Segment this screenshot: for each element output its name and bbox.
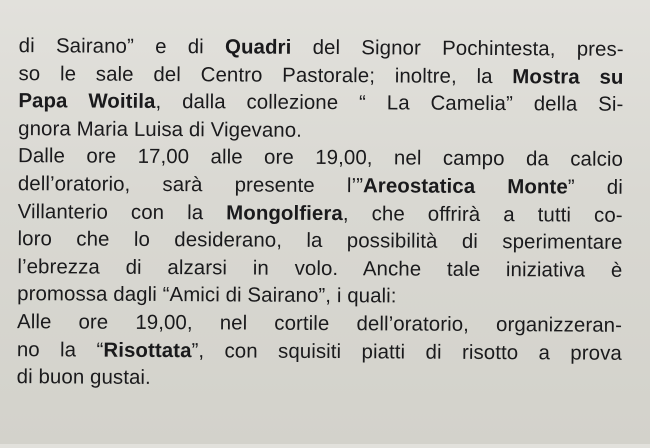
text-line: [18, 143, 623, 174]
text-line: [18, 116, 623, 147]
text-line: [18, 171, 623, 202]
text-run: ”, con squisiti piatti di risotto a prova: [191, 339, 622, 365]
bold-text: Quadri: [225, 36, 292, 59]
text-run: loro che lo desiderano, la possibilità di sperimentare: [17, 228, 623, 254]
text-run: so le sale del Centro Pastorale; inoltre, la: [18, 62, 513, 88]
bold-text: Mostra su: [512, 65, 624, 89]
text-run: promossa dagli “Amici di Sairano”, i quali:: [17, 283, 397, 308]
text-run: no la “: [16, 338, 104, 362]
text-line: [18, 199, 623, 230]
text-line: [17, 364, 622, 395]
bold-text: Mongolfiera: [226, 201, 343, 225]
text-run: di buon gustai.: [16, 366, 151, 390]
text-run: , dalla collezione “ La Camelia” della Si-: [155, 91, 624, 116]
text-run: dell’oratorio, sarà presente l’”: [17, 173, 364, 198]
text-run: del Signor Pochintesta, pres-: [291, 36, 624, 61]
text-line: [17, 254, 622, 285]
text-run: Villanterio con la: [17, 200, 227, 224]
text-line: [17, 337, 622, 368]
text-line: [18, 88, 623, 119]
bold-text: Papa Woitila: [18, 90, 156, 114]
text-run: Alle ore 19,00, nel cortile dell’oratorio, organizzeran-: [16, 311, 623, 337]
text-run: Dalle ore 17,00 alle ore 19,00, nel campo da calcio: [17, 145, 624, 172]
text-run: gnora Maria Luisa di Vigevano.: [18, 117, 303, 142]
text-run: l’ebrezza di alzarsi in volo. Anche tale iniziativa è: [17, 255, 623, 282]
text-line: [17, 226, 622, 257]
paragraph: [17, 143, 623, 312]
bold-text: Risottata: [103, 339, 192, 362]
text-run: , che offrirà a tutti co-: [342, 202, 623, 227]
bold-text: Areostatica Monte: [362, 175, 568, 199]
body-text: [17, 33, 624, 395]
text-line: [18, 61, 623, 92]
text-line: [17, 309, 622, 340]
paragraph: [17, 309, 622, 395]
text-line: [17, 281, 622, 312]
text-run: di Sairano” e di: [18, 35, 226, 59]
text-line: [19, 33, 624, 64]
text-run: ” di: [567, 176, 623, 199]
paragraph: [18, 33, 624, 147]
